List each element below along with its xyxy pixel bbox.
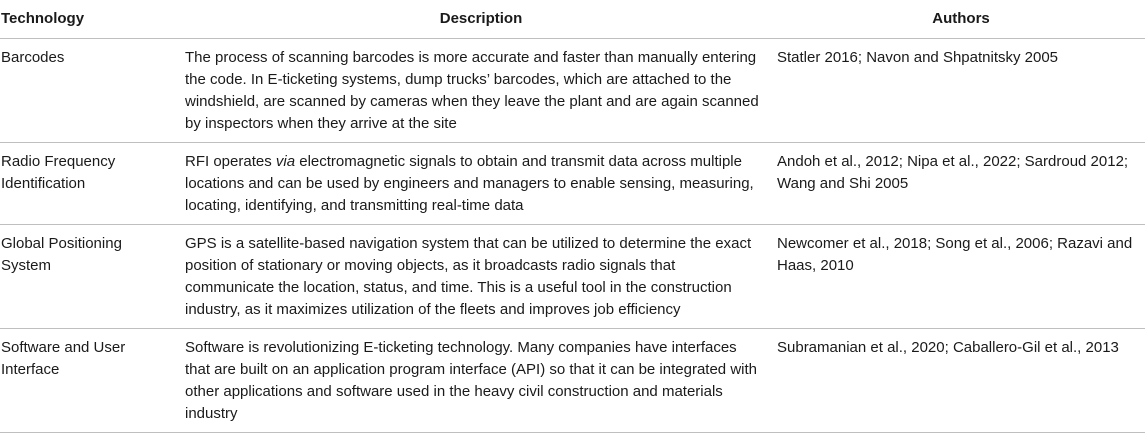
cell-description: Software is revolutionizing E-ticketing technology. Many companies have interfaces that are built on an application program interface (API) so that it can be integrated with other applications and software used in the heavy civil construction and materials industry <box>185 329 777 433</box>
cell-description: The process of scanning barcodes is more accurate and faster than manually entering the code. In E-ticketing systems, dump trucks’ barcodes, which are attached to the windshield, are scanned by cameras when they leave the plant and are again scanned by inspectors when they arrive at the site <box>185 39 777 143</box>
table-row <box>0 225 1145 329</box>
table-body <box>0 39 1145 433</box>
table-row <box>0 143 1145 225</box>
cell-authors: Subramanian et al., 2020; Caballero-Gil et al., 2013 <box>777 329 1145 433</box>
header-authors: Authors <box>777 0 1145 39</box>
header-technology: Technology <box>0 0 185 39</box>
cell-technology: Global Positioning System <box>0 225 185 329</box>
cell-description: GPS is a satellite-based navigation system that can be utilized to determine the exact position of stationary or moving objects, as it broadcasts radio signals that communicate the location, status, and time. This is a useful tool in the construction industry, as it maximizes utilization of the fleets and improves job efficiency <box>185 225 777 329</box>
table-row <box>0 39 1145 143</box>
cell-authors: Newcomer et al., 2018; Song et al., 2006; Razavi and Haas, 2010 <box>777 225 1145 329</box>
description-text-italic: via <box>275 153 296 170</box>
cell-description <box>185 143 777 225</box>
table-header <box>0 0 1145 39</box>
header-description: Description <box>185 0 777 39</box>
cell-authors: Statler 2016; Navon and Shpatnitsky 2005 <box>777 39 1145 143</box>
header-row <box>0 0 1145 39</box>
description-text-post: electromagnetic signals to obtain and transmit data across multiple locations and can be used by engineers and managers to enable sensing, measuring, locating, identifying, and transmitting real-time data <box>185 153 754 214</box>
cell-technology: Barcodes <box>0 39 185 143</box>
table-row <box>0 329 1145 433</box>
description-text-pre: RFI operates <box>185 153 276 170</box>
cell-technology: Software and User Interface <box>0 329 185 433</box>
cell-authors: Andoh et al., 2012; Nipa et al., 2022; Sardroud 2012; Wang and Shi 2005 <box>777 143 1145 225</box>
cell-technology: Radio Frequency Identification <box>0 143 185 225</box>
